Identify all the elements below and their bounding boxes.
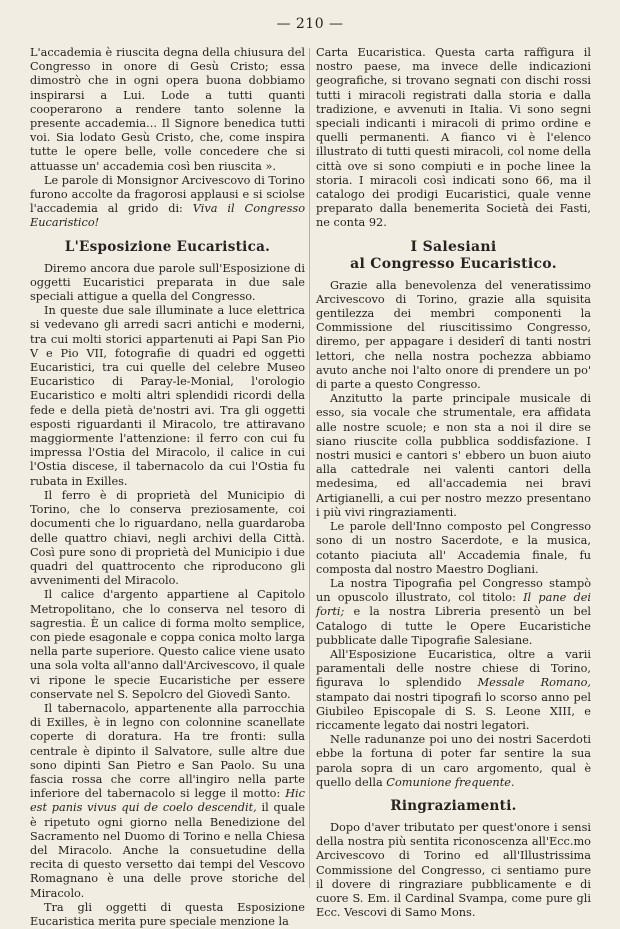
paragraph: L'accademia è riuscita degna della chiusura del Congresso in onore di Gesù Cristo; essa dimostrò che in ogni opera buona dobbiamo inspirarsi a Lui. Lode a tutti quanti cooperarono a rendere tanto solenne la presente accademia... Il Signore benedica tutti voi. Sia lodato Gesù Cristo, che, come inspira tutte le opere belle, volle concedere che si attuasse un' accademia così ben riuscita ». bbox=[30, 46, 305, 173]
left-column bbox=[30, 46, 305, 929]
paragraph: La nostra Tipografia pel Congresso stampò un opuscolo illustrato, col titolo: Il pane dei forti; e la nostra Libreria presentò un bel Catalogo di tutte le Opere Eucaristiche pubblicate dalle Tipografie Salesiane. bbox=[316, 576, 591, 647]
paragraph: Le parole dell'Inno composto pel Congresso sono di un nostro Sacerdote, e la musica, cotanto piaciuta all' Accademia finale, fu composta dal nostro Maestro Dogliani. bbox=[316, 520, 591, 576]
section-heading: Ringraziamenti. bbox=[390, 797, 517, 814]
paragraph: Il calice d'argento appartiene al Capitolo Metropolitano, che lo conserva nel tesoro di sagrestia. È un calice di forma molto semplice, con piede esagonale e coppa conica molto larga nella parte superiore. Questo calice viene usato una sola volta all'anno dall'Arcivescovo, il quale vi ripone le specie Eucaristiche per essere conservate nel S. Sepolcro del Giovedì Santo. bbox=[30, 588, 305, 701]
paragraph: Diremo ancora due parole sull'Esposizione di oggetti Eucaristici preparata in due sale speciali attigue a quella del Congresso. bbox=[30, 261, 305, 304]
emphasis: Messale Romano, bbox=[477, 676, 591, 690]
emphasis: Hic est panis vivus qui de coelo descendit, bbox=[30, 787, 305, 815]
right-column bbox=[316, 46, 591, 920]
paragraph: In queste due sale illuminate a luce elettrica si vedevano gli arredi sacri antichi e moderni, tra cui molti storici appartenuti ai Papi San Pio V e Pio VII, fotografie di quadri ed oggetti Eucaristici, tra cui quelle del celebre Museo Eucaristico di Paray-le-Monial, l'orologio Eucaristico e molti altri splendidi ricordi della fede e della pietà de'nostri avi. Tra gli oggetti esposti riguardanti il Miracolo, tre attiravano maggiormente l'attenzione: il ferro con cui fu impressa l'Ostia del Miracolo, il calice in cui l'Ostia discese, il tabernacolo da cui l'Ostia fu rubata in Exilles. bbox=[30, 304, 305, 488]
section-heading: I Salesiani al Congresso Eucaristico. bbox=[350, 238, 557, 272]
paragraph: Il ferro è di proprietà del Municipio di Torino, che lo conserva preziosamente, coi documenti che lo riguardano, nella guardaroba delle quattro chiavi, negli archivi della Città. Così pure sono di proprietà del Municipio i due quadri del quattrocento che riproducono gli avvenimenti del Miracolo. bbox=[30, 488, 305, 588]
emphasis: Viva il Congresso Eucaristico! bbox=[30, 202, 305, 230]
paragraph: Anzitutto la parte principale musicale di esso, sia vocale che strumentale, era affidata alle nostre scuole; e non sta a noi il dire se siano riuscite colla pubblica soddisfazione. I nostri musici e cantori s' ebbero un buon aiuto alla cattedrale nei valenti cantori della medesima, ed all'accademia nei bravi Artigianelli, a cui per nostro mezzo presentano i più vivi ringraziamenti. bbox=[316, 392, 591, 519]
paragraph: Il tabernacolo, appartenente alla parrocchia di Exilles, è in legno con colonnine scanellate coperte di doratura. Ha tre fronti: sulla centrale è dipinto il Salvatore, sulle altre due sono dipinti San Pietro e San Paolo. Su una fascia rossa che corre all'ingiro nella parte inferiore del tabernacolo si legge il motto: Hic est panis vivus qui de coelo descendit, il quale è ripetuto ogni giorno nella Benedizione del Sacramento nel Duomo di Torino e nella Chiesa del Miracolo. Anche la consuetudine della recita di questo versetto dai tempi del Vescovo Romagnano è una delle prove storiche del Miracolo. bbox=[30, 701, 305, 900]
paragraph: All'Esposizione Eucaristica, oltre a varii paramentali delle nostre chiese di Torino, figurava lo splendido Messale Romano, stampato dai nostri tipografi lo scorso anno pel Giubileo Episcopale di S. S. Leone XIII, e riccamente legato dai nostri legatori. bbox=[316, 647, 591, 732]
paragraph: Nelle radunanze poi uno dei nostri Sacerdoti ebbe la fortuna di poter far sentire la sua parola sopra di un caro argomento, qual è quello della Comunione frequente. bbox=[316, 733, 591, 789]
column-divider bbox=[309, 48, 310, 888]
page-number: — 210 — bbox=[276, 16, 344, 32]
paragraph: Tra gli oggetti di questa Esposizione Eucaristica merita pure speciale menzione la bbox=[30, 900, 305, 928]
section-heading: L'Esposizione Eucaristica. bbox=[64, 238, 271, 255]
emphasis: Comunione frequente. bbox=[386, 775, 515, 789]
paragraph: Le parole di Monsignor Arcivescovo di Torino furono accolte da fragorosi applausi e si sciolse l'accademia al grido di: Viva il Congresso Eucaristico! bbox=[30, 173, 305, 230]
paragraph: Carta Eucaristica. Questa carta raffigura il nostro paese, ma invece delle indicazioni geografiche, si trovano segnati con dischi rossi tutti i miracoli registrati dalla storia e dalla tradizione, e avvenuti in Italia. Vi sono segni speciali indicanti i miracoli di primo ordine e quelli permanenti. A fianco vi è l'elenco illustrato di tutti questi miracoli, col nome della città ove si sono compiuti e in poche linee la storia. I miracoli così indicati sono 66, ma il catalogo dei prodigi Eucaristici, quale venne preparato dalla benemerita Società dei Fasti, ne conta 92. bbox=[316, 46, 591, 230]
paragraph: Dopo d'aver tributato per quest'onore i sensi della nostra più sentita riconoscenza all'Ecc.mo Arcivescovo di Torino ed all'Illustrissima Commissione del Congresso, ci sentiamo pure il dovere di ringraziare pubblicamente e di cuore S. Em. il Cardinal Svampa, come pure gli Ecc. Vescovi di Samo Mons. bbox=[316, 820, 591, 920]
emphasis: Il pane dei forti; bbox=[316, 591, 591, 619]
paragraph: Grazie alla benevolenza del veneratissimo Arcivescovo di Torino, grazie alla squisita gentilezza dei membri componenti la Commissione del riuscitissimo Congresso, diremo, per appagare i desiderî di tanti nostri lettori, che nella nostra pochezza abbiamo avuto anche noi l'alto onore di prendere un po' di parte a questo Congresso. bbox=[316, 278, 591, 392]
